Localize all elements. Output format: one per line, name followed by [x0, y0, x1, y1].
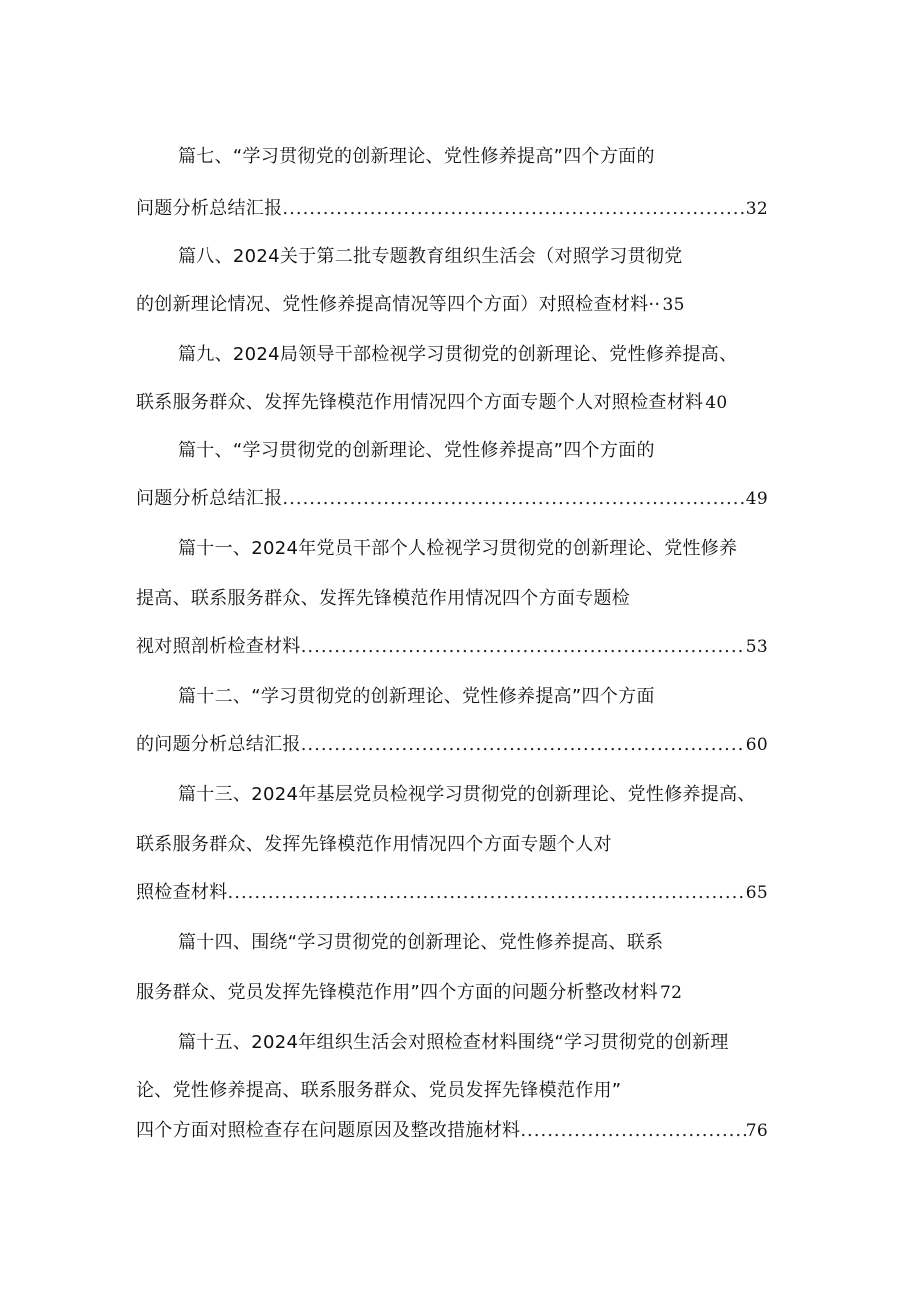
toc-entry-10-title: 篇十、“学习贯彻党的创新理论、党性修养提高”四个方面的 [178, 440, 655, 461]
toc-entry-10-last-line[interactable] [136, 482, 768, 516]
toc-entry-11-text: 视对照剖析检查材料 [136, 636, 301, 657]
toc-entry-15-page: 76 [745, 1121, 768, 1141]
toc-entry-11-last-line[interactable] [136, 630, 768, 664]
dot-leader [301, 728, 746, 762]
dot-leader [282, 192, 745, 226]
dot-leader [301, 630, 746, 664]
toc-entry-14-last-line[interactable] [136, 976, 768, 1010]
toc-entry-11-page: 53 [745, 637, 768, 657]
dot-leader [282, 482, 745, 516]
toc-entry-8-text: 的创新理论情况、党性修养提高情况等四个方面）对照检查材料·· [136, 294, 661, 315]
toc-entry-13-title: 篇十三、2024年基层党员检视学习贯彻党的创新理论、党性修养提高、 [178, 784, 756, 805]
toc-entry-14-text: 服务群众、党员发挥先锋模范作用”四个方面的问题分析整改材料 [136, 982, 659, 1003]
toc-entry-15-text: 四个方面对照检查存在问题原因及整改措施材料 [136, 1120, 521, 1141]
toc-entry-13-text: 照检查材料 [136, 882, 228, 903]
toc-entry-11-title: 篇十一、2024年党员干部个人检视学习贯彻党的创新理论、党性修养 [178, 538, 738, 559]
toc-entry-15-line2: 论、党性修养提高、联系服务群众、党员发挥先锋模范作用” [136, 1080, 622, 1101]
toc-entry-7-title: 篇七、“学习贯彻党的创新理论、党性修养提高”四个方面的 [178, 146, 655, 167]
toc-entry-8-last-line[interactable] [136, 288, 768, 322]
toc-entry-11-line2: 提高、联系服务群众、发挥先锋模范作用情况四个方面专题检 [136, 588, 631, 609]
toc-entry-7-page: 32 [745, 199, 768, 219]
toc-entry-9-text: 联系服务群众、发挥先锋模范作用情况四个方面专题个人对照检查材料 [136, 392, 704, 413]
dot-leader [520, 1114, 745, 1148]
toc-entry-8-page: 35 [662, 295, 685, 315]
toc-entry-12-last-line[interactable] [136, 728, 768, 762]
toc-entry-13-last-line[interactable] [136, 876, 768, 910]
toc-entry-7-text: 问题分析总结汇报 [136, 198, 283, 219]
toc-entry-14-title: 篇十四、围绕“学习贯彻党的创新理论、党性修养提高、联系 [178, 932, 664, 953]
toc-entry-13-line2: 联系服务群众、发挥先锋模范作用情况四个方面专题个人对 [136, 834, 612, 855]
toc-entry-15-last-line[interactable] [136, 1114, 768, 1148]
toc-entry-12-text: 的问题分析总结汇报 [136, 734, 301, 755]
toc-entry-12-page: 60 [745, 735, 768, 755]
toc-entry-9-title: 篇九、2024局领导干部检视学习贯彻党的创新理论、党性修养提高、 [178, 344, 738, 365]
toc-entry-15-title: 篇十五、2024年组织生活会对照检查材料围绕“学习贯彻党的创新理 [178, 1032, 729, 1053]
toc-entry-12-title: 篇十二、“学习贯彻党的创新理论、党性修养提高”四个方面 [178, 686, 655, 707]
toc-entry-9-page: 40 [705, 393, 728, 413]
toc-entry-9-last-line[interactable] [136, 386, 768, 420]
toc-entry-14-page: 72 [660, 983, 683, 1003]
toc-entry-13-page: 65 [745, 883, 768, 903]
toc-entry-7-last-line[interactable] [136, 192, 768, 226]
toc-entry-10-text: 问题分析总结汇报 [136, 488, 283, 509]
toc-entry-8-title: 篇八、2024关于第二批专题教育组织生活会（对照学习贯彻党 [178, 246, 683, 267]
dot-leader [228, 876, 746, 910]
toc-entry-10-page: 49 [745, 489, 768, 509]
